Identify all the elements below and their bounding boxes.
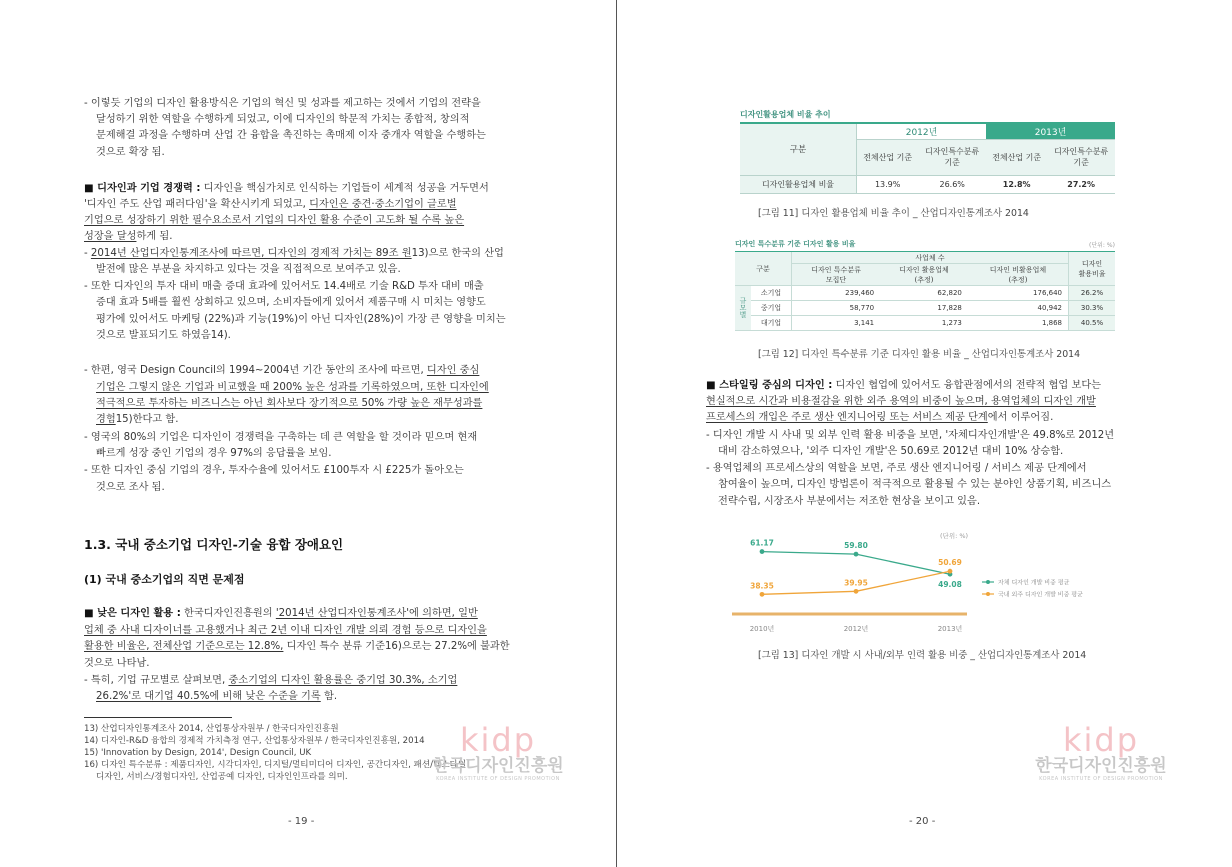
- kidp-name-en: KOREA INSTITUTE OF DESIGN PROMOTION: [1039, 776, 1163, 782]
- legend-marker: [986, 592, 990, 596]
- table2-col-2: 디자인 활용업체 (추정): [880, 264, 968, 286]
- s2-line1: [84, 606, 478, 621]
- para1-line3: 문제해결 과정을 수행하며 산업 간 융합을 촉진하는 촉매제 이자 중개자 역할을 수행하는: [96, 130, 486, 141]
- s3-line3: [706, 410, 1053, 425]
- para1-line4: 것으로 확장 됨.: [96, 147, 165, 158]
- s3-bullet2-line1: - 용역업체의 프로세스상의 역할을 보면, 주로 생산 엔지니어링 / 서비스 제공 단계에서: [706, 463, 1087, 474]
- s3-bullet1-line2: 대비 감소하였으나, '외주 디자인 개발'은 50.69로 2012년 대비 10% 상승함.: [718, 446, 1064, 457]
- data-label: 38.35: [750, 581, 774, 591]
- s3-line1: [706, 378, 1101, 393]
- s2-heading: ■ 낮은 디자인 활용 :: [84, 608, 181, 619]
- page-number: - 19 -: [288, 816, 315, 827]
- uk-line1a: - 한편, 영국 Design Council의 1994~2004년 기간 동안의 조사에 따르면,: [84, 365, 427, 376]
- s2-b1a: - 특히, 기업 규모별로 살펴보면,: [84, 675, 229, 686]
- table1-col-2: 디자인특수분류 기준: [918, 139, 986, 175]
- legend-label: 국내 외주 디자인 개발 비중 평균: [998, 591, 1083, 599]
- table1-col-3: 전체산업 기준: [986, 139, 1047, 175]
- table2-title: 디자인 특수분류 기준 디자인 활용 비율: [735, 240, 856, 248]
- s2-b2b: 함.: [320, 691, 338, 702]
- table2-cell: 1,273: [880, 316, 968, 331]
- s3-bullet2-line3: 전략수립, 시장조사 부분에서는 저조한 현상을 보이고 있음.: [718, 496, 981, 507]
- page-20: [617, 0, 1232, 867]
- s1-b1-underlined: 2014년 산업디자인통계조사에 따르면, 디자인의 경제적 가치는 89조 원: [90, 248, 412, 259]
- figure-11-caption: [그림 11] 디자인 활용업체 비율 추이 _ 산업디자인통계조사 2014: [758, 208, 1029, 219]
- s2-bullet1: [84, 673, 457, 688]
- s2-bullet1-cont: [96, 689, 337, 704]
- s3-line3a: 프로세스의 개입은 주로 생산 엔지니어링 또는 서비스 제공 단계: [706, 412, 988, 423]
- table2-cell: 239,460: [792, 286, 881, 301]
- table2-gubun: 구분: [735, 252, 792, 286]
- legend-label: 자체 디자인 개발 비중 평균: [998, 579, 1070, 587]
- s2-line2: 업체 중 사내 디자이너를 고용했거나 최근 2년 이내 디자인 개발 의뢰 경험 등으로 디자인을: [84, 625, 487, 636]
- figure-12-caption: [그림 12] 디자인 특수분류 기준 디자인 활용 비율 _ 산업디자인통계조사 2014: [758, 349, 1081, 360]
- figure-13-caption: [그림 13] 디자인 개발 시 사내/외부 인력 활용 비중 _ 산업디자인통계조사 2014: [758, 650, 1087, 661]
- s1-bullet2-line1: - 또한 디자인의 투자 대비 매출 증대 효과에 있어서도 14.4배로 기술 R&D 투자 대비 매출: [84, 281, 484, 292]
- table1-row-label: 디자인활용업체 비율: [740, 175, 857, 193]
- s1-b1-rest: 13)으로 한국의 산업: [411, 248, 504, 259]
- line-chart-design-staffing: [732, 525, 1116, 639]
- s3-heading: ■ 스타일링 중심의 디자인 :: [706, 380, 833, 391]
- kidp-mark: kidp: [459, 721, 537, 759]
- data-label: 50.69: [938, 558, 962, 568]
- table1-title: 디자인활용업체 비율 추이: [740, 110, 831, 119]
- section-design-competitiveness: [84, 181, 489, 196]
- uk-line4: [96, 412, 178, 427]
- table2-cell: 1,868: [968, 316, 1069, 331]
- section-text: 디자인을 핵심가치로 인식하는 기업들이 세계적 성공을 거두면서: [203, 183, 489, 194]
- footnote-16-cont: 디자인, 서비스/경험디자인, 산업공예 디자인, 디자인인프라를 의미.: [96, 772, 348, 782]
- footnote-15: 15) 'Innovation by Design, 2014', Design Council, UK: [84, 748, 312, 758]
- chart-unit: (단위: %): [940, 532, 969, 540]
- s1-line4a: 성장을 달성: [84, 231, 137, 242]
- kidp-logo: [428, 721, 568, 782]
- s2-line3a: 활용한 비율은, 전체산업 기준으로는 12.8%,: [84, 641, 284, 652]
- table1-col-1: 전체산업 기준: [857, 139, 919, 175]
- kidp-mark: kidp: [1062, 721, 1140, 759]
- table2-rate: 30.3%: [1069, 301, 1116, 316]
- s2-line1b: '2014년 산업디자인통계조사'에 의하면, 일반: [275, 608, 478, 619]
- data-label: 39.95: [844, 578, 868, 588]
- s2-line3: [84, 639, 510, 654]
- s1-line3: 기업으로 성장하기 위한 필수요소로서 기업의 디자인 활용 수준이 고도화 될 수록 높은: [84, 215, 465, 226]
- s3-bullet2-line2: 참여율이 높으며, 디자인 방법론이 적극적으로 활용될 수 있는 분야인 상품기획, 비즈니스: [718, 479, 1112, 490]
- table2-cell: 176,640: [968, 286, 1069, 301]
- table-design-usage-by-size: [735, 251, 1115, 331]
- table1-gubun: 구분: [740, 123, 857, 175]
- data-point: [948, 569, 953, 574]
- kidp-name-en: KOREA INSTITUTE OF DESIGN PROMOTION: [436, 776, 560, 782]
- table1-col-4: 디자인특수분류 기준: [1047, 139, 1115, 175]
- table2-cell: 17,828: [880, 301, 968, 316]
- x-tick-label: 2013년: [937, 625, 963, 633]
- kidp-name-kr: 한국디자인진흥원: [432, 756, 564, 776]
- table2-row-label: 중기업: [751, 301, 792, 316]
- s1-bullet2-line4: 것으로 발표되기도 하였음14).: [96, 330, 231, 341]
- s1-bullet1: [84, 246, 504, 261]
- s1-line4b: 하게 됨.: [136, 231, 173, 242]
- data-label: 61.17: [750, 538, 774, 548]
- data-label: 59.80: [844, 541, 868, 551]
- s3-bullet1-line1: - 디자인 개발 시 사내 및 외부 인력 활용 비중을 보면, '자체디자인개발'은 49.8%로 2012년: [706, 430, 1115, 441]
- data-point: [854, 589, 859, 594]
- legend-marker: [986, 580, 990, 584]
- kidp-name-kr: 한국디자인진흥원: [1035, 756, 1167, 776]
- s2-b2a: 26.2%'로 대기업 40.5%에 비해 낮은 수준을 기록: [96, 691, 321, 702]
- s1-line2: [84, 197, 457, 212]
- s2-line4: 것으로 나타남.: [84, 658, 150, 669]
- data-point: [760, 592, 765, 597]
- s2-b1b: 중소기업의 디자인 활용률은 중기업 30.3%, 소기업: [228, 675, 458, 686]
- table1-year-2013: 2013년: [986, 123, 1115, 139]
- table1-cell: 12.8%: [986, 175, 1047, 193]
- uk-bullet3-line2: 것으로 조사 됨.: [96, 482, 165, 493]
- table1-year-2012: 2012년: [857, 123, 987, 139]
- table2-group: 사업체 수: [792, 252, 1069, 264]
- page-number: - 20 -: [909, 816, 936, 827]
- uk-line4b: 15)한다고 함.: [115, 414, 179, 425]
- footnote-rule: [84, 717, 232, 718]
- table2-col-3: 디자인 비활용업체 (추정): [968, 264, 1069, 286]
- kidp-logo: [1031, 721, 1171, 782]
- uk-bullet2-line2: 빠르게 성장 중인 기업의 경우 97%의 응답률을 보임.: [96, 448, 332, 459]
- table2-cell: 40,942: [968, 301, 1069, 316]
- table2-cell: 3,141: [792, 316, 881, 331]
- footnote-13: 13) 산업디자인통계조사 2014, 산업통상자원부 / 한국디자인진흥원: [84, 724, 339, 734]
- table2-rate: 26.2%: [1069, 286, 1116, 301]
- uk-line3: 적극적으로 투자하는 비즈니스는 아닌 회사보다 장기적으로 50% 가량 높은 재무성과를: [96, 398, 483, 409]
- uk-line2: 기업은 그렇지 않은 기업과 비교했을 때 200% 높은 성과를 기록하였으며, 또한 디자인에: [96, 382, 489, 393]
- data-point: [760, 549, 765, 554]
- s3-line2: 현실적으로 시간과 비용절감을 위한 외주 용역의 비중이 높으며, 용역업체의 디자인 개발: [706, 396, 1096, 407]
- uk-bullet2-line1: - 영국의 80%의 기업은 디자인이 경쟁력을 구축하는 데 큰 역할을 할 것이라 믿으며 현재: [84, 432, 478, 443]
- data-point: [854, 552, 859, 557]
- s1-b1-dash: -: [84, 248, 91, 259]
- table-design-usage-trend: [740, 122, 1115, 194]
- table2-side-label: [735, 286, 751, 331]
- table2-rate: 40.5%: [1069, 316, 1116, 331]
- table2-unit: (단위: %): [1089, 242, 1115, 249]
- s2-line1a: 한국디자인진흥원의: [184, 608, 276, 619]
- uk-bullet3-line1: - 또한 디자인 중심 기업의 경우, 투자수율에 있어서도 £100투자 시 £225가 돌아오는: [84, 465, 464, 476]
- para1-line1: - 이렇듯 기업의 디자인 활용방식은 기업의 혁신 및 성과를 제고하는 것에서 기업의 전략을: [84, 98, 481, 109]
- heading-1: (1) 국내 중소기업의 직면 문제점: [84, 573, 245, 586]
- data-label: 49.08: [938, 580, 962, 590]
- table1-cell: 13.9%: [857, 175, 919, 193]
- table2-rate-col: 디자인 활용비율: [1069, 252, 1116, 286]
- s3-line1-text: 디자인 협업에 있어서도 융합관점에서의 전략적 협업 보다는: [835, 380, 1102, 391]
- s3-line3b: 에서 이루어짐.: [987, 412, 1054, 423]
- para1-line2: 달성하기 위한 역할을 수행하게 되었고, 이에 디자인의 학문적 가치는 종합적, 창의적: [96, 114, 470, 125]
- footnote-16: 16) 디자인 특수분류 : 제품디자인, 시각디자인, 디지털/멀티미디어 디자인, 공간디자인, 패션/텍스타일: [84, 760, 467, 770]
- table2-cell: 58,770: [792, 301, 881, 316]
- table2-cell: 62,820: [880, 286, 968, 301]
- s1-line4: [84, 229, 172, 244]
- x-tick-label: 2012년: [843, 625, 869, 633]
- table1-cell: 26.6%: [918, 175, 986, 193]
- s1-bullet1-cont: 발전에 많은 부분을 차지하고 있다는 것을 직접적으로 보여주고 있음.: [96, 264, 401, 275]
- heading-1-3: 1.3. 국내 중소기업 디자인-기술 융합 장애요인: [84, 537, 344, 552]
- s1-bullet2-line2: 증대 효과 5배를 훨씬 상회하고 있으며, 소비자들에게 있어서 제품구매 시 미치는 영향도: [96, 297, 486, 308]
- s1-bullet2-line3: 평가에 있어서도 마케팅 (22%)과 기능(19%)이 아닌 디자인(28%)이 가장 큰 영향을 미치는: [96, 314, 506, 325]
- section-heading: ■ 디자인과 기업 경쟁력 :: [84, 183, 201, 194]
- x-tick-label: 2010년: [749, 625, 775, 633]
- s2-line3b: 디자인 특수 분류 기준16)으로는 27.2%에 불과한: [283, 641, 510, 652]
- uk-line1b: 디자인 중심: [426, 365, 480, 376]
- table2-row-label: 대기업: [751, 316, 792, 331]
- uk-line4a: 경험: [96, 414, 116, 425]
- table2-side-text: 규모별: [739, 296, 747, 318]
- table1-cell: 27.2%: [1047, 175, 1115, 193]
- footnote-14: 14) 디자인-R&D 융합의 경제적 가치측정 연구, 산업통상자원부 / 한국디자인진흥원, 2014: [84, 736, 425, 746]
- table2-row-label: 소기업: [751, 286, 792, 301]
- s1-line2a: '디자인 주도 산업 패러다임'을 확산시키게 되었고,: [84, 199, 310, 210]
- s1-line2b: 디자인은 중견·중소기업이 글로벌: [309, 199, 457, 210]
- uk-line1: [84, 363, 479, 378]
- table2-col-1: 디자인 특수분류 모집단: [792, 264, 881, 286]
